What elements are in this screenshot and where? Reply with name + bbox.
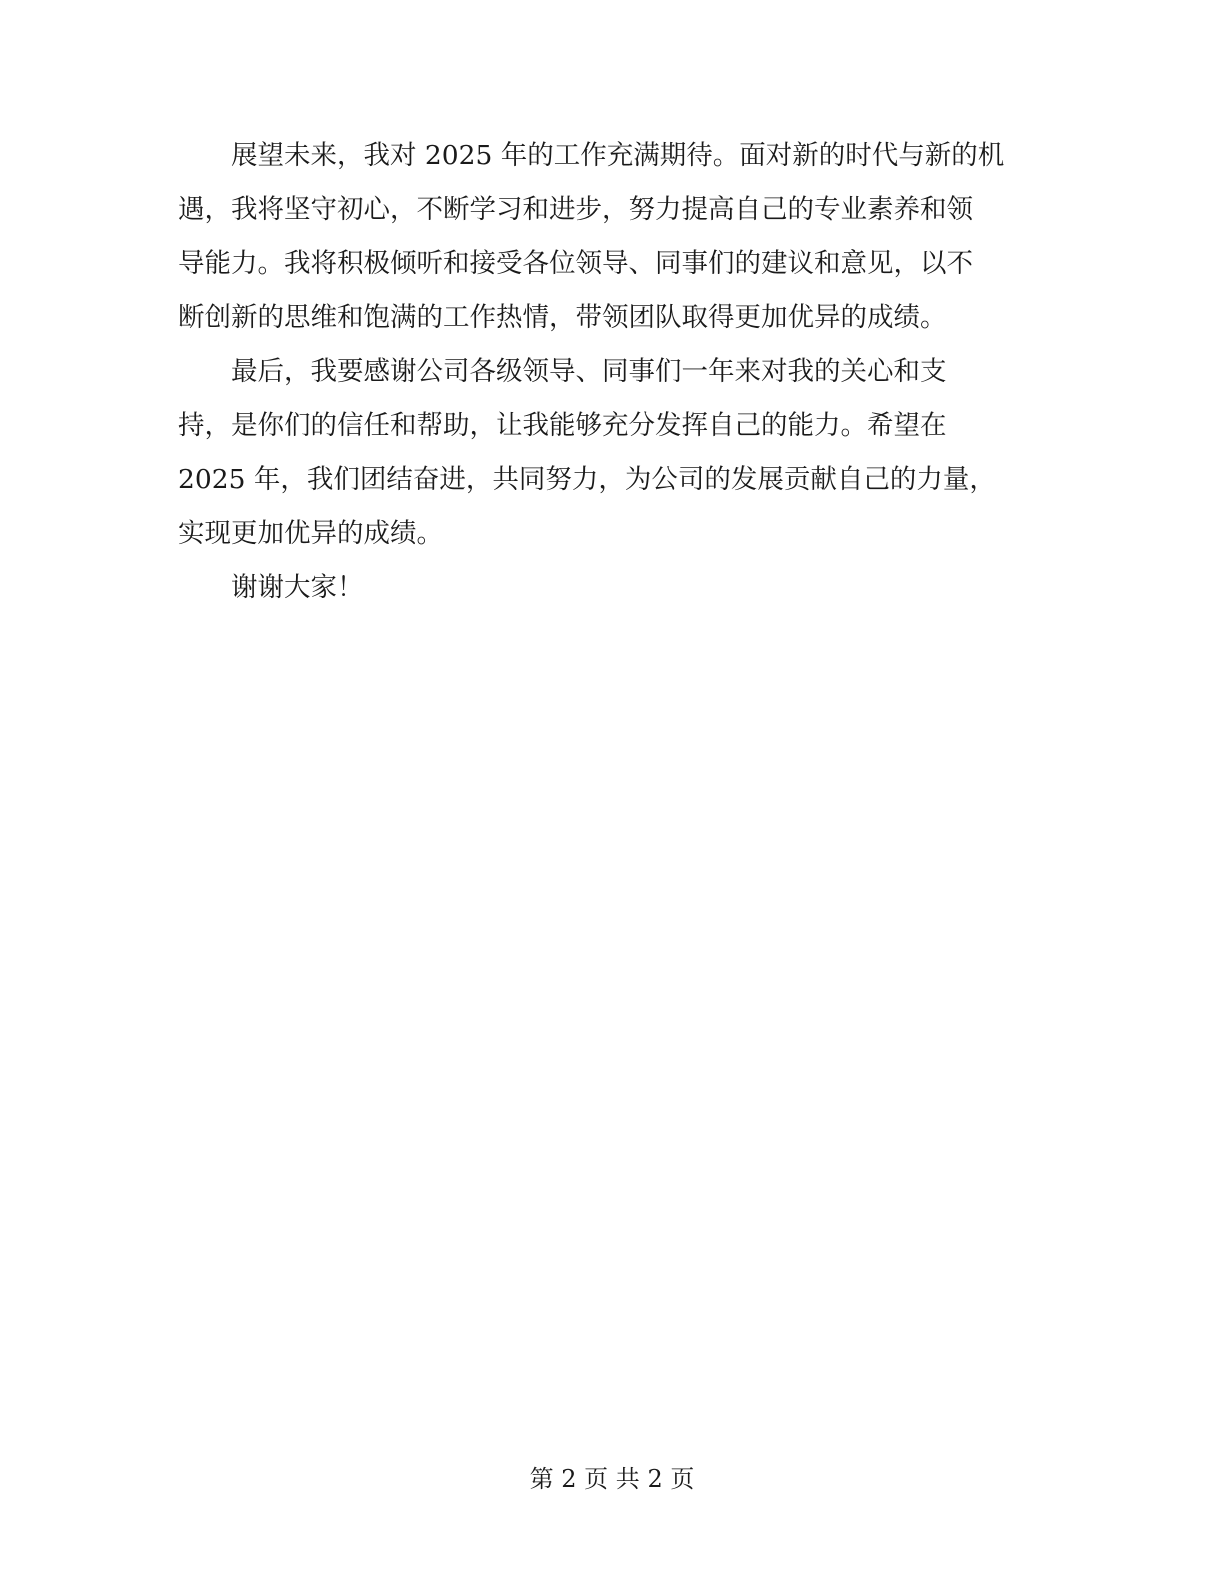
paragraph-line: 最后，我要感谢公司各级领导、同事们一年来对我的关心和支: [178, 356, 947, 387]
paragraph-line: 展望未来，我对 2025 年的工作充满期待。面对新的时代与新的机: [178, 140, 1005, 171]
paragraph-line: 谢谢大家！: [178, 572, 364, 603]
paragraph-line: 导能力。我将积极倾听和接受各位领导、同事们的建议和意见，以不: [178, 248, 973, 279]
paragraph-line: 遇，我将坚守初心，不断学习和进步，努力提高自己的专业素养和领: [178, 194, 973, 225]
paragraph-line: 持，是你们的信任和帮助，让我能够充分发挥自己的能力。希望在: [178, 410, 947, 441]
page-number-footer: 第 2 页 共 2 页: [529, 1465, 695, 1493]
paragraph-line: 2025 年，我们团结奋进，共同努力，为公司的发展贡献自己的力量，: [178, 464, 996, 495]
paragraph-line: 断创新的思维和饱满的工作热情，带领团队取得更加优异的成绩。: [178, 302, 947, 333]
paragraph-line: 实现更加优异的成绩。: [178, 518, 443, 549]
